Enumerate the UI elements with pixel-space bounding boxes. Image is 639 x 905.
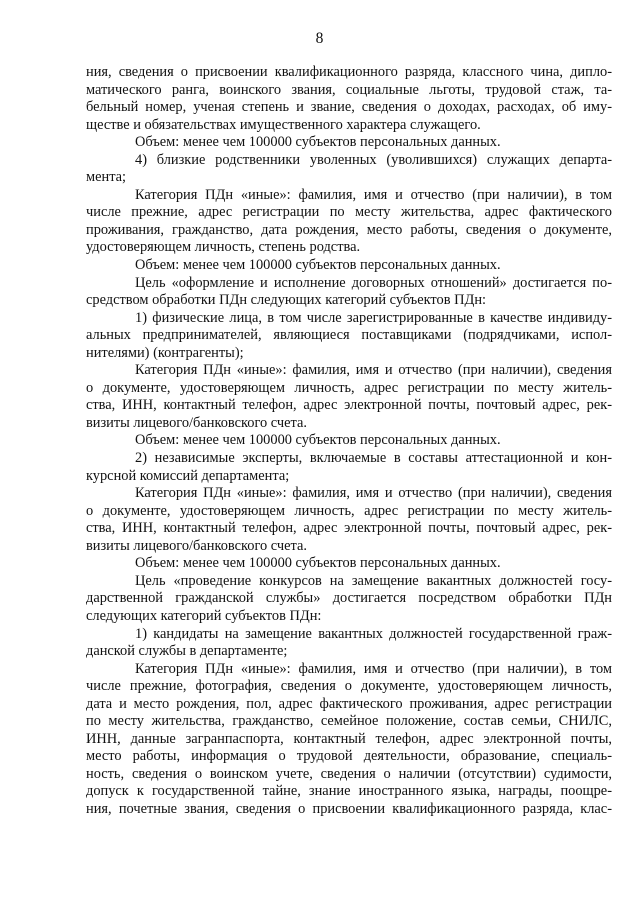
- text-line: средством обработки ПДн следующих категорий субъектов ПДн:: [86, 292, 487, 309]
- text-line: удостоверяющем личность, степень родства.: [86, 239, 361, 256]
- text-line: проживания, гражданство, дата рождения, место работы, сведения о документе,: [86, 221, 612, 238]
- text-line: ния, почетные звания, сведения о присвоении квалификационного разряда, клас-: [86, 800, 612, 817]
- text-line: ства, ИНН, контактный телефон, адрес электронной почты, почтовый адрес, рек-: [86, 520, 612, 537]
- text-line: числе прежние, адрес регистрации по месту жительства, адрес фактического: [86, 204, 612, 221]
- text-line: бельный номер, ученая степень и звание, сведения о доходах, расходах, об иму-: [86, 99, 612, 116]
- page-number: 8: [315, 30, 324, 47]
- text-line: дарственной гражданской службы» достигается посредством обработки ПДн: [86, 590, 612, 607]
- text-line: 2) независимые эксперты, включаемые в составы аттестационной и кон-: [135, 450, 612, 467]
- text-line: Категория ПДн «иные»: фамилия, имя и отчество (при наличии), сведения: [135, 362, 612, 379]
- text-line: числе прежние, фотография, сведения о документе, удостоверяющем личность,: [86, 678, 612, 695]
- text-line: мента;: [86, 169, 127, 186]
- text-line: альных предпринимателей, являющиеся поставщиками (подрядчиками, испол-: [86, 327, 612, 344]
- text-line: курсной комиссий департамента;: [86, 467, 290, 484]
- text-line: Категория ПДн «иные»: фамилия, имя и отчество (при наличии), в том: [135, 186, 612, 203]
- text-line: место работы, информация о трудовой деятельности, образование, специаль-: [86, 748, 612, 765]
- text-line: Объем: менее чем 100000 субъектов персональных данных.: [135, 432, 501, 449]
- text-line: визиты лицевого/банковского счета.: [86, 414, 307, 431]
- text-line: Объем: менее чем 100000 субъектов персональных данных.: [135, 257, 501, 274]
- text-line: матического ранга, воинского звания, социальные льготы, трудовой стаж, та-: [86, 81, 612, 98]
- text-line: допуск к государственной тайне, знание иностранного языка, награды, поощре-: [86, 783, 612, 800]
- text-line: Категория ПДн «иные»: фамилия, имя и отчество (при наличии), сведения: [135, 485, 612, 502]
- text-line: ществе и обязательствах имущественного характера служащего.: [86, 116, 481, 133]
- text-line: ства, ИНН, контактный телефон, адрес электронной почты, почтовый адрес, рек-: [86, 397, 612, 414]
- text-line: Объем: менее чем 100000 субъектов персональных данных.: [135, 555, 501, 572]
- text-line: следующих категорий субъектов ПДн:: [86, 607, 322, 624]
- text-line: Объем: менее чем 100000 субъектов персональных данных.: [135, 134, 501, 151]
- text-line: 1) физические лица, в том числе зарегистрированные в качестве индивиду-: [135, 309, 612, 326]
- text-line: по месту жительства, гражданство, семейное положение, состав семьи, СНИЛС,: [86, 713, 612, 730]
- text-line: дата и место рождения, пол, адрес фактического проживания, адрес регистрации: [86, 695, 612, 712]
- text-line: ния, сведения о присвоении квалификационного разряда, классного чина, дипло-: [86, 64, 612, 80]
- text-line: ность, сведения о воинском учете, сведения о наличии (отсутствии) судимости,: [86, 765, 612, 782]
- text-line: данской службы в департаменте;: [86, 643, 288, 660]
- text-line: о документе, удостоверяющем личность, адрес регистрации по месту житель-: [86, 502, 612, 519]
- text-line: Цель «проведение конкурсов на замещение вакантных должностей госу-: [135, 572, 612, 589]
- text-line: о документе, удостоверяющем личность, адрес регистрации по месту житель-: [86, 379, 612, 396]
- text-line: Категория ПДн «иные»: фамилия, имя и отчество (при наличии), в том: [135, 660, 612, 677]
- text-line: 1) кандидаты на замещение вакантных должностей государственной граж-: [135, 625, 612, 642]
- text-line: визиты лицевого/банковского счета.: [86, 537, 307, 554]
- text-line: 4) близкие родственники уволенных (уволившихся) служащих департа-: [135, 151, 612, 168]
- text-line: Цель «оформление и исполнение договорных отношений» достигается по-: [135, 274, 612, 291]
- document-body: [86, 64, 612, 819]
- text-line: нителями) (контрагенты);: [86, 344, 244, 361]
- text-line: ИНН, данные загранпаспорта, контактный телефон, адрес электронной почты,: [86, 730, 612, 747]
